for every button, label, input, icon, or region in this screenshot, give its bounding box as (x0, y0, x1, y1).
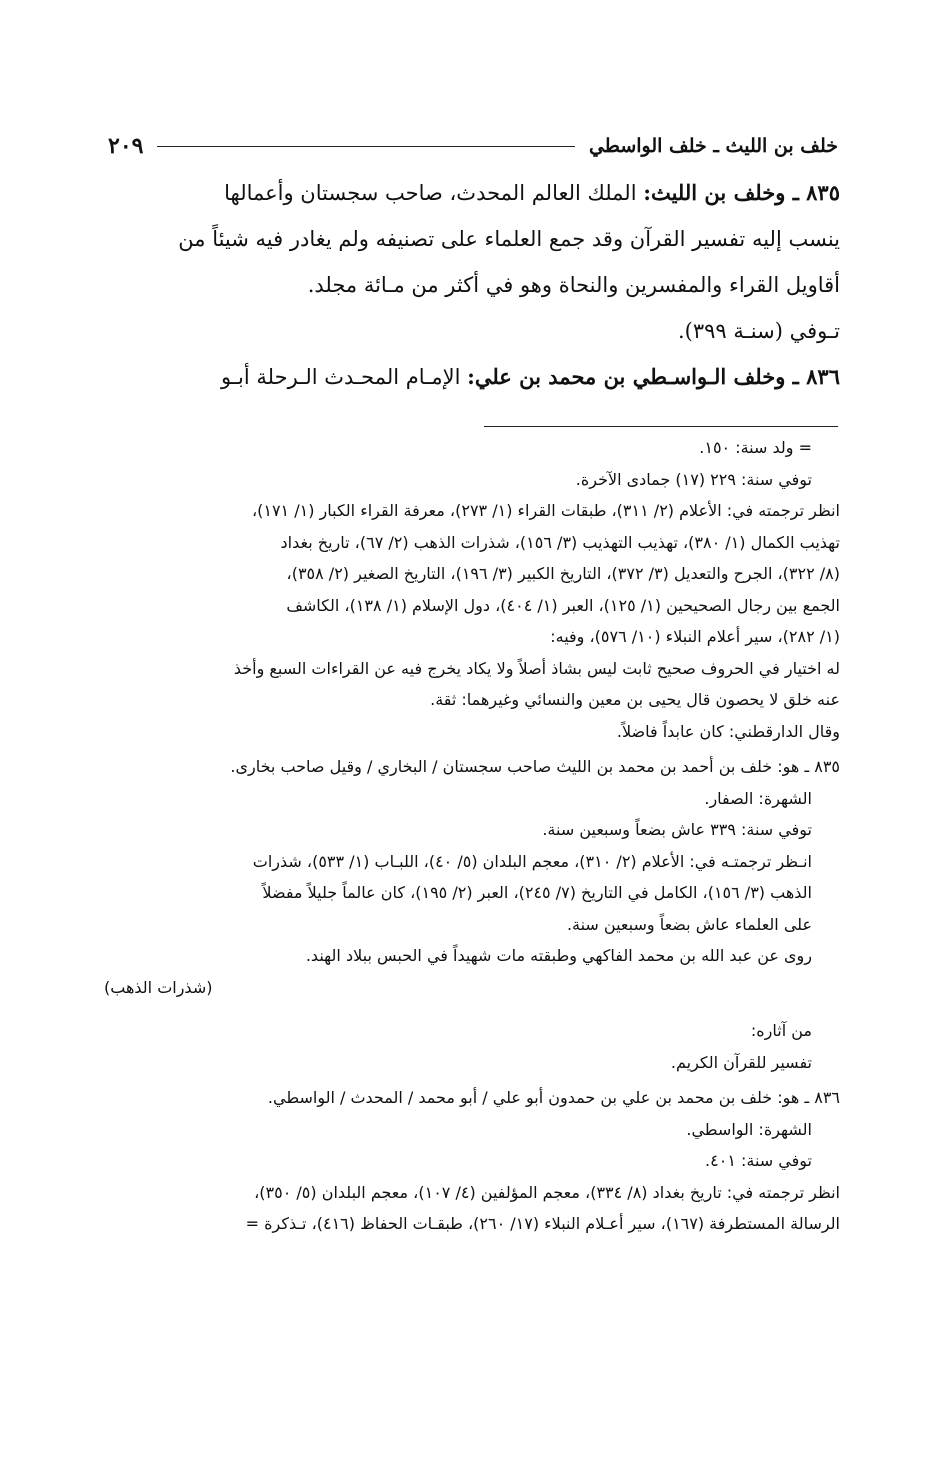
works-label: من آثاره: (750, 1021, 812, 1040)
footnote-line: الشهرة: الواسطي. (686, 1119, 812, 1139)
footnote-continuation (104, 432, 840, 747)
spacer (104, 1003, 840, 1015)
footnotes (104, 432, 840, 1244)
footnote-line: (٨/ ٣٢٢)، الجرح والتعديل (٣/ ٣٧٢)، التاريخ الكبير (٣/ ١٩٦)، التاريخ الصغير (٢/ ٣٥٨)، (286, 564, 840, 583)
entry-836-desc: الإمـام المحـدث الـرحلة أبـو (221, 365, 468, 389)
entry-836-head: ٨٣٦ ـ وخلف الـواسـطي بن محمد بن علي: (467, 364, 840, 389)
page-number: ٢٠٩ (108, 133, 144, 159)
entry-835-line-1 (104, 170, 840, 216)
entry-835-desc: الملك العالم المحدث، صاحب سجستان وأعمالها (224, 181, 644, 205)
footnote-line: الرسالة المستطرفة (١٦٧)، سير أعـلام النبلاء (١٧/ ٢٦٠)، طبقـات الحفاظ (٤١٦)، تـذكرة = (245, 1214, 840, 1233)
footnote-line: توفي سنة: ٤٠١. (705, 1151, 812, 1170)
footnote-line: ٨٣٦ ـ هو: خلف بن محمد بن علي بن حمدون أبو علي / أبو محمد / المحدث / الواسطي. (267, 1088, 840, 1107)
footnote-line: انظر ترجمته في: تاريخ بغداد (٨/ ٣٣٤)، معجم المؤلفين (٤/ ١٠٧)، معجم البلدان (٥/ ٣٥٠)، (254, 1182, 840, 1202)
main-text (104, 170, 840, 400)
entry-836-line-1 (104, 354, 840, 400)
footnote-line: روى عن عبد الله بن محمد الفاكهي وطبقته مات شهيداً في الحبس ببلاد الهند. (305, 946, 812, 965)
footnote-835 (104, 751, 840, 1078)
entry-835-line-2: ينسب إليه تفسير القرآن وقد جمع العلماء على تصنيفه ولم يغادر فيه شيئاً من (178, 227, 840, 251)
entry-835-line-4: تـوفي (سنـة ٣٩٩). (678, 319, 840, 343)
page-header (108, 128, 838, 164)
footnote-source: (شذرات الذهب) (104, 977, 213, 997)
footnote-line: الشهرة: الصفار. (704, 788, 812, 808)
footnote-line: عنه خلق لا يحصون قال يحيى بن معين والنسائي وغيرهما: ثقة. (430, 690, 840, 709)
footnote-line: الذهب (٣/ ١٥٦)، الكامل في التاريخ (٧/ ٢٤٥)، العبر (٢/ ١٩٥)، كان عالماً جليلاً مفضلاً (262, 883, 812, 902)
footnote-line: له اختيار في الحروف صحيح ثابت ليس بشاذ أصلاً ولا يكاد يخرج فيه عن القراءات السبع وأخذ (233, 658, 840, 678)
footnote-line: انظر ترجمته في: الأعلام (٢/ ٣١١)، طبقات القراء (١/ ٢٧٣)، معرفة القراء الكبار (١/ ١٧١)، (251, 501, 840, 520)
footnote-line: تهذيب الكمال (١/ ٣٨٠)، تهذيب التهذيب (٣/ ١٥٦)، شذرات الذهب (٢/ ٦٧)، تاريخ بغداد (280, 532, 840, 552)
footnote-line: انـظر ترجمتـه في: الأعلام (٢/ ٣١٠)، معجم البلدان (٥/ ٤٠)، اللبـاب (١/ ٥٣٣)، شذرات (252, 851, 812, 871)
footnote-divider (484, 426, 838, 427)
footnote-line: توفي سنة: ٣٣٩ عاش بضعاً وسبعين سنة. (542, 820, 812, 839)
header-rule (157, 146, 574, 147)
footnote-line: على العلماء عاش بضعاً وسبعين سنة. (566, 914, 812, 934)
running-head: خلف بن الليث ـ خلف الواسطي (588, 135, 838, 157)
footnote-836 (104, 1082, 840, 1240)
footnote-line: = ولد سنة: ١٥٠. (699, 438, 812, 457)
entry-835-line-3: أقاويل القراء والمفسرين والنحاة وهو في أكثر من مـائة مجلد. (307, 273, 840, 297)
footnote-line: ٨٣٥ ـ هو: خلف بن أحمد بن محمد بن الليث صاحب سجستان / البخاري / وقيل صاحب بخارى. (230, 757, 840, 776)
footnote-line: توفي سنة: ٢٢٩ (١٧) جمادى الآخرة. (575, 469, 812, 489)
footnote-line: وقال الدارقطني: كان عابداً فاضلاً. (616, 721, 840, 741)
footnote-line: الجمع بين رجال الصحيحين (١/ ١٢٥)، العبر (١/ ٤٠٤)، دول الإسلام (١/ ١٣٨)، الكاشف (286, 595, 840, 615)
entry-835-head: ٨٣٥ ـ وخلف بن الليث: (643, 180, 840, 205)
footnote-line: (١/ ٢٨٢)، سير أعلام النبلاء (١٠/ ٥٧٦)، وفيه: (550, 627, 840, 646)
works-item: تفسير للقرآن الكريم. (670, 1052, 812, 1072)
